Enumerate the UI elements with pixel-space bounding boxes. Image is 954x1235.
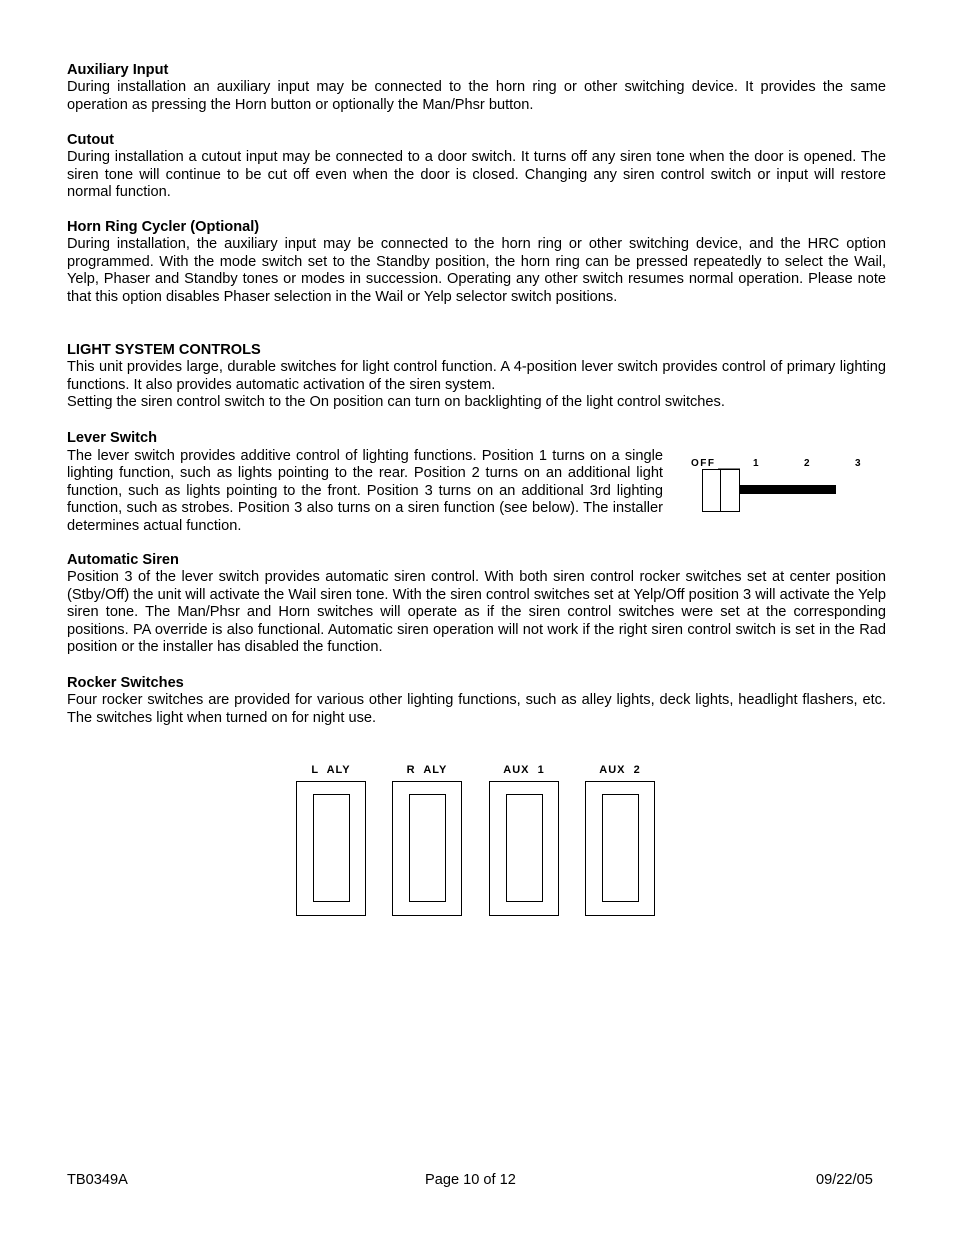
heading-light-system-controls: LIGHT SYSTEM CONTROLS bbox=[67, 342, 261, 358]
rocker-frame bbox=[296, 781, 366, 916]
rocker-frame bbox=[585, 781, 655, 916]
lever-label-off: OFF bbox=[691, 458, 716, 469]
rocker-paddle bbox=[313, 794, 350, 902]
rocker-paddle bbox=[602, 794, 639, 902]
paragraph-light-system-backlight: Setting the siren control switch to the On position can turn on backlighting of the light control switches. bbox=[67, 394, 725, 411]
section-lever-switch bbox=[67, 448, 663, 535]
lever-switch-graphic bbox=[690, 458, 880, 518]
lever-label-2: 2 bbox=[804, 458, 812, 469]
rocker-switches-diagram bbox=[296, 760, 656, 920]
lever-label-3: 3 bbox=[855, 458, 863, 469]
lever-arm bbox=[740, 485, 836, 494]
rocker-paddle bbox=[506, 794, 543, 902]
section-light-system-controls bbox=[67, 342, 886, 412]
heading-auxiliary-input: Auxiliary Input bbox=[67, 62, 169, 78]
paragraph-automatic-siren: Position 3 of the lever switch provides automatic siren control. With both siren control rocker switches set at center position (Stby/Off) the unit will activate the Wail siren tone. With the siren control switches set at Yelp/Off position 3 will activate the Yelp siren tone. The Man/Phsr and Horn switches will operate as if the siren control switches were set at the corresponding positions. PA override is also functional. Automatic siren operation will not work if the right siren control switch is set in the Rad position or the installer has disabled the function. bbox=[67, 569, 886, 656]
heading-automatic-siren: Automatic Siren bbox=[67, 552, 179, 568]
rocker-switch-aux-1 bbox=[489, 760, 559, 780]
heading-horn-ring-cycler: Horn Ring Cycler (Optional) bbox=[67, 219, 260, 235]
paragraph-lever-switch: The lever switch provides additive control of lighting functions. Position 1 turns on a single lighting function, such as lights pointing to the rear. Position 2 turns on an additional light function, such as lights pointing to the front. Position 3 turns on an additional 3rd lighting function, such as strobes. Position 3 also turns on a siren function (see below). The installer determines actual function. bbox=[67, 448, 663, 534]
rocker-frame bbox=[489, 781, 559, 916]
rocker-label-aux-1: AUX 1 bbox=[503, 764, 545, 776]
footer-page-number: Page 10 of 12 bbox=[425, 1172, 516, 1188]
paragraph-cutout: During installation a cutout input may be connected to a door switch. It turns off any siren tone when the door is opened. The siren tone will continue to be cut off even when the door is closed. Changing any siren control switch or input will restore normal function. bbox=[67, 149, 886, 201]
rocker-paddle bbox=[409, 794, 446, 902]
section-horn-ring-cycler bbox=[67, 219, 886, 306]
section-auxiliary-input bbox=[67, 62, 886, 114]
paragraph-rocker-switches: Four rocker switches are provided for various other lighting functions, such as alley lights, deck lights, headlight flashers, etc. The switches light when turned on for night use. bbox=[67, 692, 886, 726]
section-automatic-siren bbox=[67, 552, 886, 656]
rocker-switch-r-aly bbox=[392, 760, 462, 780]
paragraph-auxiliary-input: During installation an auxiliary input may be connected to the horn ring or other switching device. It provides the same operation as pressing the Horn button or optionally the Man/Phsr button. bbox=[67, 79, 886, 113]
paragraph-light-system-intro: This unit provides large, durable switches for light control function. A 4-position lever switch provides control of primary lighting functions. It also provides automatic activation of the siren system. bbox=[67, 359, 886, 393]
lever-slot-right bbox=[721, 470, 740, 512]
paragraph-horn-ring-cycler: During installation, the auxiliary input may be connected to the horn ring or other switching device, and the HRC option programmed. With the mode switch set to the Standby position, the horn ring can be pressed repeatedly to select the Wail, Yelp, Phaser and Standby tones or modes in succession. Operating any other switch resumes normal operation. Please note that this option disables Phaser selection in the Wail or Yelp selector switch positions. bbox=[67, 236, 886, 305]
section-lever-switch-heading bbox=[67, 430, 663, 447]
lever-switch-diagram bbox=[690, 458, 880, 518]
rocker-switch-aux-2 bbox=[585, 760, 655, 780]
rocker-frame bbox=[392, 781, 462, 916]
heading-rocker-switches: Rocker Switches bbox=[67, 675, 184, 691]
rocker-label-l-aly: L ALY bbox=[311, 764, 351, 776]
section-cutout bbox=[67, 132, 886, 202]
lever-label-1: 1 bbox=[753, 458, 761, 469]
heading-lever-switch: Lever Switch bbox=[67, 430, 158, 446]
lever-slot-left bbox=[703, 470, 721, 512]
rocker-label-r-aly: R ALY bbox=[406, 764, 448, 776]
rocker-label-aux-2: AUX 2 bbox=[599, 764, 641, 776]
footer-doc-id: TB0349A bbox=[67, 1172, 128, 1188]
rocker-switch-l-aly bbox=[296, 760, 366, 780]
footer-date: 09/22/05 bbox=[816, 1172, 873, 1188]
section-rocker-switches bbox=[67, 675, 886, 727]
heading-cutout: Cutout bbox=[67, 132, 115, 148]
